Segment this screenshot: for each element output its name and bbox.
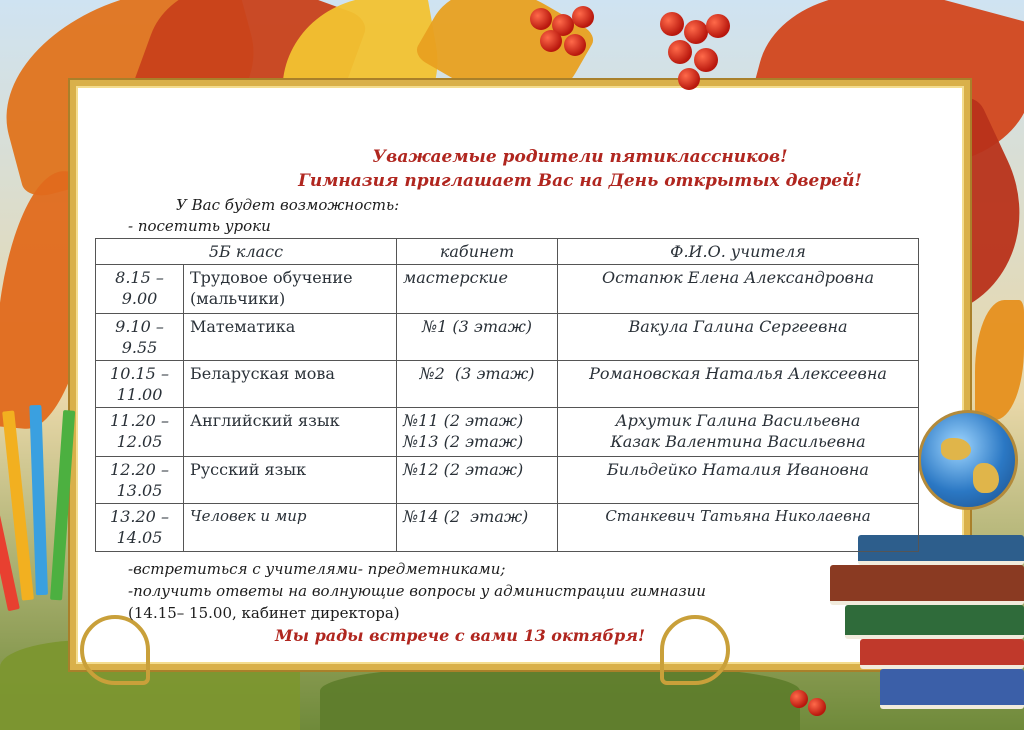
closing-message: Мы рады встрече с вами 13 октября! — [275, 626, 645, 645]
header-teacher: Ф.И.О. учителя — [558, 239, 919, 265]
lesson-teacher: Бильдейко Наталия Ивановна — [558, 457, 919, 504]
table-row — [96, 408, 919, 457]
lesson-teacher: Вакула Галина Сергеевна — [558, 314, 919, 361]
lesson-schedule-table — [95, 238, 919, 552]
lesson-subject: Беларуская мова — [184, 361, 397, 408]
lesson-teacher: Романовская Наталья Алексеевна — [558, 361, 919, 408]
opportunity-ask-administration: -получить ответы на волнующие вопросы у администрации гимназии — [128, 582, 706, 600]
lesson-subject: Русский язык — [184, 457, 397, 504]
opportunity-meet-teachers: -встретиться с учителями- предметниками; — [128, 560, 506, 578]
opportunity-visit-lessons: - посетить уроки — [128, 217, 271, 235]
header-class: 5Б класс — [96, 239, 397, 265]
lesson-subject: Английский язык — [184, 408, 397, 457]
administration-time: (14.15– 15.00, кабинет директора) — [128, 604, 400, 622]
lesson-subject: Человек и мир — [184, 504, 397, 552]
lesson-room: №1 (3 этаж) — [397, 314, 558, 361]
table-row — [96, 265, 919, 314]
table-row — [96, 504, 919, 552]
lesson-time: 8.15 – 9.00 — [96, 265, 184, 314]
lesson-room: №14 (2 этаж) — [397, 504, 558, 552]
intro-text: У Вас будет возможность: — [176, 196, 400, 214]
lesson-time: 10.15 – 11.00 — [96, 361, 184, 408]
table-row — [96, 457, 919, 504]
lesson-subject: Трудовое обучение (мальчики) — [184, 265, 397, 314]
lesson-time: 11.20 – 12.05 — [96, 408, 184, 457]
lesson-teacher: Архутик Галина Васильевна Казак Валентина Васильевна — [558, 408, 919, 457]
lesson-subject: Математика — [184, 314, 397, 361]
lesson-room: №11 (2 этаж) №13 (2 этаж) — [397, 408, 558, 457]
table-row — [96, 361, 919, 408]
header-room: кабинет — [397, 239, 558, 265]
lesson-teacher: Станкевич Татьяна Николаевна — [558, 504, 919, 552]
greeting-line-1: Уважаемые родители пятиклассников! — [372, 147, 788, 167]
table-header-row — [96, 239, 919, 265]
lesson-room: №2 (3 этаж) — [397, 361, 558, 408]
table-row — [96, 314, 919, 361]
lesson-room: №12 (2 этаж) — [397, 457, 558, 504]
lesson-time: 13.20 – 14.05 — [96, 504, 184, 552]
greeting-line-2: Гимназия приглашает Вас на День открытых дверей! — [298, 171, 862, 191]
lesson-time: 9.10 – 9.55 — [96, 314, 184, 361]
lesson-time: 12.20 – 13.05 — [96, 457, 184, 504]
lesson-room: мастерские — [397, 265, 558, 314]
lesson-teacher: Остапюк Елена Александровна — [558, 265, 919, 314]
